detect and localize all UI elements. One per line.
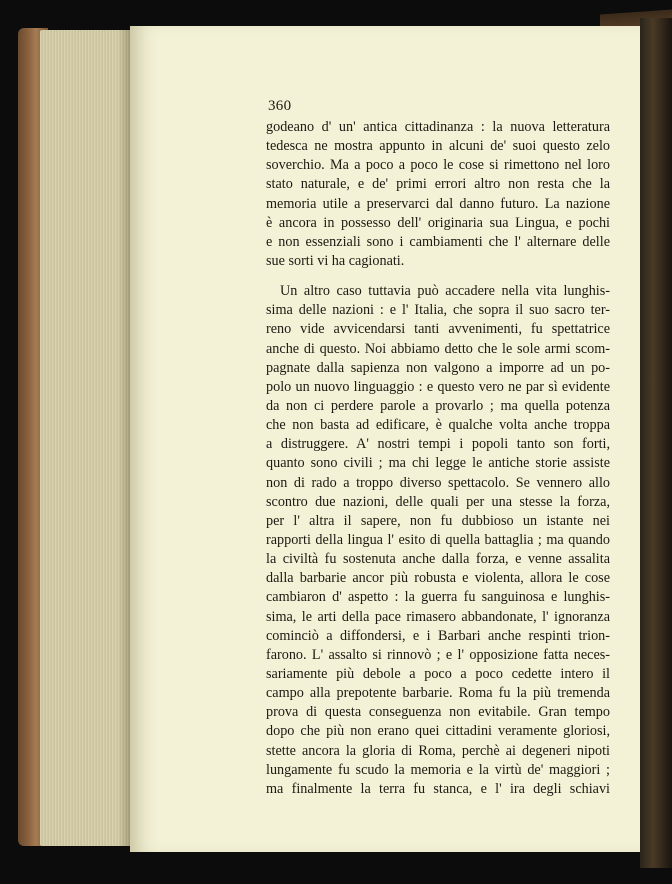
text-line: a distruggere. A' nostri tempi i popoli tanto son forti, bbox=[266, 436, 610, 453]
facing-page-edge bbox=[640, 18, 672, 868]
text-line: Un altro caso tuttavia può accadere nella vita lunghis- bbox=[280, 283, 610, 300]
text-line: godeano d' un' antica cittadinanza : la nuova letteratura bbox=[266, 119, 610, 135]
text-line: dalla barbarie ancor più robusta e violenta, allora le cose bbox=[266, 570, 610, 587]
text-line: memoria utile a preservarci dal danno futuro. La nazione bbox=[266, 195, 610, 212]
text-line: lungamente fu scudo la memoria e la virtù de' maggiori ; bbox=[266, 761, 610, 778]
text-line: scontro due nazioni, delle quali per una stesse la forza, bbox=[266, 493, 610, 510]
page-number: 360 bbox=[268, 98, 292, 114]
text-line: sima, le arti della pace rimasero abbandonate, l' ignoranza bbox=[266, 608, 610, 625]
text-line: reno vide avvicendarsi tanti avvenimenti, fu spettatrice bbox=[266, 321, 610, 338]
text-line: rapporti della lingua l' esito di quella battaglia ; ma quando bbox=[266, 531, 610, 548]
text-line: è ancora in possesso dell' originaria sua Lingua, e pochi bbox=[266, 214, 610, 231]
text-line: sariamente più debole a poco a poco cedette intero il bbox=[266, 665, 610, 682]
text-line: polo un nuovo linguaggio : e questo vero ne par sì evidente bbox=[266, 378, 610, 395]
text-line: cominciò a diffondersi, e i Barbari anche respinti trion- bbox=[266, 627, 610, 644]
text-line: non di rado a troppo diverso spettacolo. Se vennero allo bbox=[266, 474, 610, 491]
text-line: pagnate dalla sapienza non valgono a imporre ad un po- bbox=[266, 359, 610, 376]
text-line: farono. L' assalto si rinnovò ; e l' opposizione fatta neces- bbox=[266, 646, 610, 663]
paragraph-1 bbox=[266, 118, 610, 271]
text-line: dopo che più non erano quei cittadini veramente gloriosi, bbox=[266, 723, 610, 740]
text-line: anche di questo. Noi abbiamo detto che le sole armi scom- bbox=[266, 340, 610, 357]
text-line: sima delle nazioni : e l' Italia, che sopra il suo sacro ter- bbox=[266, 302, 610, 319]
text-line: sue sorti vi ha cagionati. bbox=[266, 252, 405, 269]
text-line: che non basta ad edificare, è qualche volta anche troppa bbox=[266, 417, 610, 434]
text-line: da non ci perdere parole a provarlo ; ma quella potenza bbox=[266, 397, 610, 414]
text-line: cambiaron d' aspetto : la guerra fu sanguinosa e lunghis- bbox=[266, 589, 610, 606]
text-line: tedesca ne mostra appunto in alcuni de' suoi questo zelo bbox=[266, 138, 610, 155]
text-line: stato naturale, e de' primi errori altro non resta che la bbox=[266, 176, 610, 193]
text-line: stette ancora la gloria di Roma, perchè ai degeneri nipoti bbox=[266, 742, 610, 759]
text-line: campo alla prepotente barbarie. Roma fu la più tremenda bbox=[266, 685, 610, 702]
paragraph-2 bbox=[266, 282, 610, 799]
text-line: soverchio. Ma a poco a poco le cose si rimettono nel loro bbox=[266, 157, 610, 174]
page-text bbox=[266, 118, 610, 799]
text-line: per l' altra il sapere, non fu dubbioso un istante nei bbox=[266, 512, 610, 529]
text-line: e non essenziali sono i cambiamenti che l' alternare delle bbox=[266, 233, 610, 250]
text-line: la civiltà fu sostenuta anche dalla forza, e venne assalita bbox=[266, 551, 610, 568]
text-line: quanto sono civili ; ma chi legge le antiche storie assiste bbox=[266, 455, 610, 472]
text-line: prova di questa conseguenza non evitabile. Gran tempo bbox=[266, 704, 610, 721]
paragraph-gap bbox=[266, 271, 610, 282]
text-line: ma finalmente la terra fu stanca, e l' ira degli schiavi bbox=[266, 780, 610, 797]
